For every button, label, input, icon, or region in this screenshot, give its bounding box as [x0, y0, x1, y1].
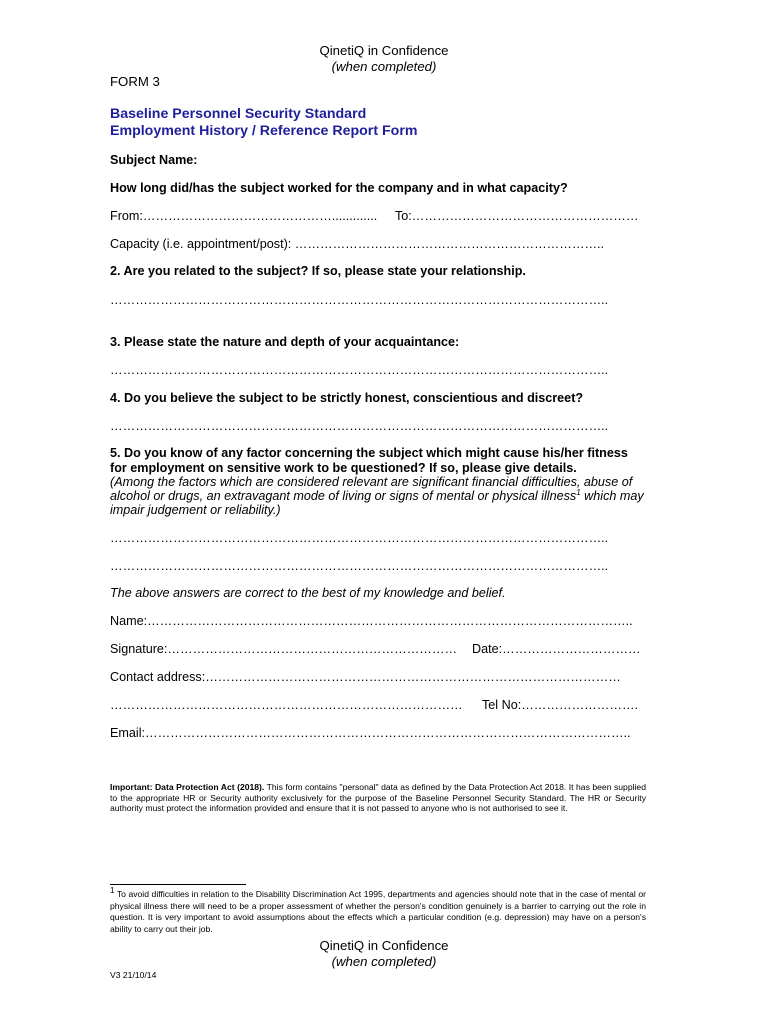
question-1: How long did/has the subject worked for the company and in what capacity? [110, 181, 568, 195]
question-2: 2. Are you related to the subject? If so, please state your relationship. [110, 264, 526, 278]
question-4-answer-field[interactable]: ……………………………………………………………………………………………………….. [110, 419, 609, 433]
from-field[interactable]: From:………………………………………............. [110, 209, 378, 223]
question-5-answer-field-2[interactable]: ……………………………………………………………………………………………………….. [110, 559, 609, 573]
address-line-2-field[interactable]: ………………………………………………………………………… [110, 698, 463, 712]
footer-classification: QinetiQ in Confidence [319, 938, 449, 953]
to-field[interactable]: To:……………………………………………… [395, 209, 639, 223]
footnote-separator [110, 884, 246, 885]
contact-address-field[interactable]: Contact address:……………………………………………………………………………………… [110, 670, 621, 684]
capacity-field[interactable]: Capacity (i.e. appointment/post): ……………………………………………………………….. [110, 237, 605, 251]
form-title-line2: Employment History / Reference Report Form [110, 123, 418, 139]
form-label: FORM 3 [110, 74, 160, 89]
form-title-line1: Baseline Personnel Security Standard [110, 106, 367, 122]
footnote: $^1$ To avoid difficulties in relation to the Disability Discrimination Act 1995, departments and agencies should note that in the case of mental or physical illness there will need to be a proper assessment of whether the person's condition genuinely is a barrier to carrying out the role in question. It is very important to avoid assumptions about the effects which a particular condition (e.g. depression) may have on a person's ability to carry out their job. [110, 886, 646, 934]
question-5-line1: 5. Do you know of any factor concerning the subject which might cause his/her fitness [110, 446, 628, 460]
declaration: The above answers are correct to the best of my knowledge and belief. [110, 586, 506, 600]
question-3: 3. Please state the nature and depth of your acquaintance: [110, 335, 460, 349]
question-5-note-line1: (Among the factors which are considered relevant are significant financial difficulties, abuse of [110, 475, 633, 489]
question-3-answer-field[interactable]: ……………………………………………………………………………………………………….. [110, 363, 609, 377]
question-5-note-line2: alcohol or drugs, an extravagant mode of living or signs of mental or physical illness$^1$ which may [110, 487, 644, 503]
header-when-completed: (when completed) [331, 59, 437, 74]
question-5-line2: for employment on sensitive work to be questioned? If so, please give details. [110, 461, 577, 475]
question-4: 4. Do you believe the subject to be strictly honest, conscientious and discreet? [110, 391, 584, 405]
email-field[interactable]: Email:…………………………………………………………………………………………………….. [110, 726, 631, 740]
footnote-ref: 1 [576, 487, 581, 497]
footer-when-completed: (when completed) [331, 954, 437, 969]
date-field[interactable]: Date:…………………………… [472, 642, 641, 656]
subject-name-label: Subject Name: [110, 153, 198, 167]
question-5-note-line3: impair judgement or reliability.) [110, 503, 281, 517]
tel-no-field[interactable]: Tel No:………………………. [482, 698, 639, 712]
header-classification: QinetiQ in Confidence [319, 43, 449, 58]
signature-field[interactable]: Signature:…………………………………………………………… [110, 642, 458, 656]
data-protection-notice: Important: Data Protection Act (2018). This form contains "personal" data as defined by the Data Protection Act 2018. It has been supplied to the appropriate HR or Security authority exclusively for the purpose of the Baseline Personnel Security Standard. The HR or Security authority must protect the information provided and ensure that it is not passed to anyone who is not authorised to see it. [110, 782, 646, 813]
question-2-answer-field[interactable]: ……………………………………………………………………………………………………….. [110, 293, 609, 307]
name-field[interactable]: Name:…………………………………………………………………………………………………….. [110, 614, 633, 628]
question-5-answer-field-1[interactable]: ……………………………………………………………………………………………………….. [110, 531, 609, 545]
version-label: V3 21/10/14 [110, 970, 157, 980]
